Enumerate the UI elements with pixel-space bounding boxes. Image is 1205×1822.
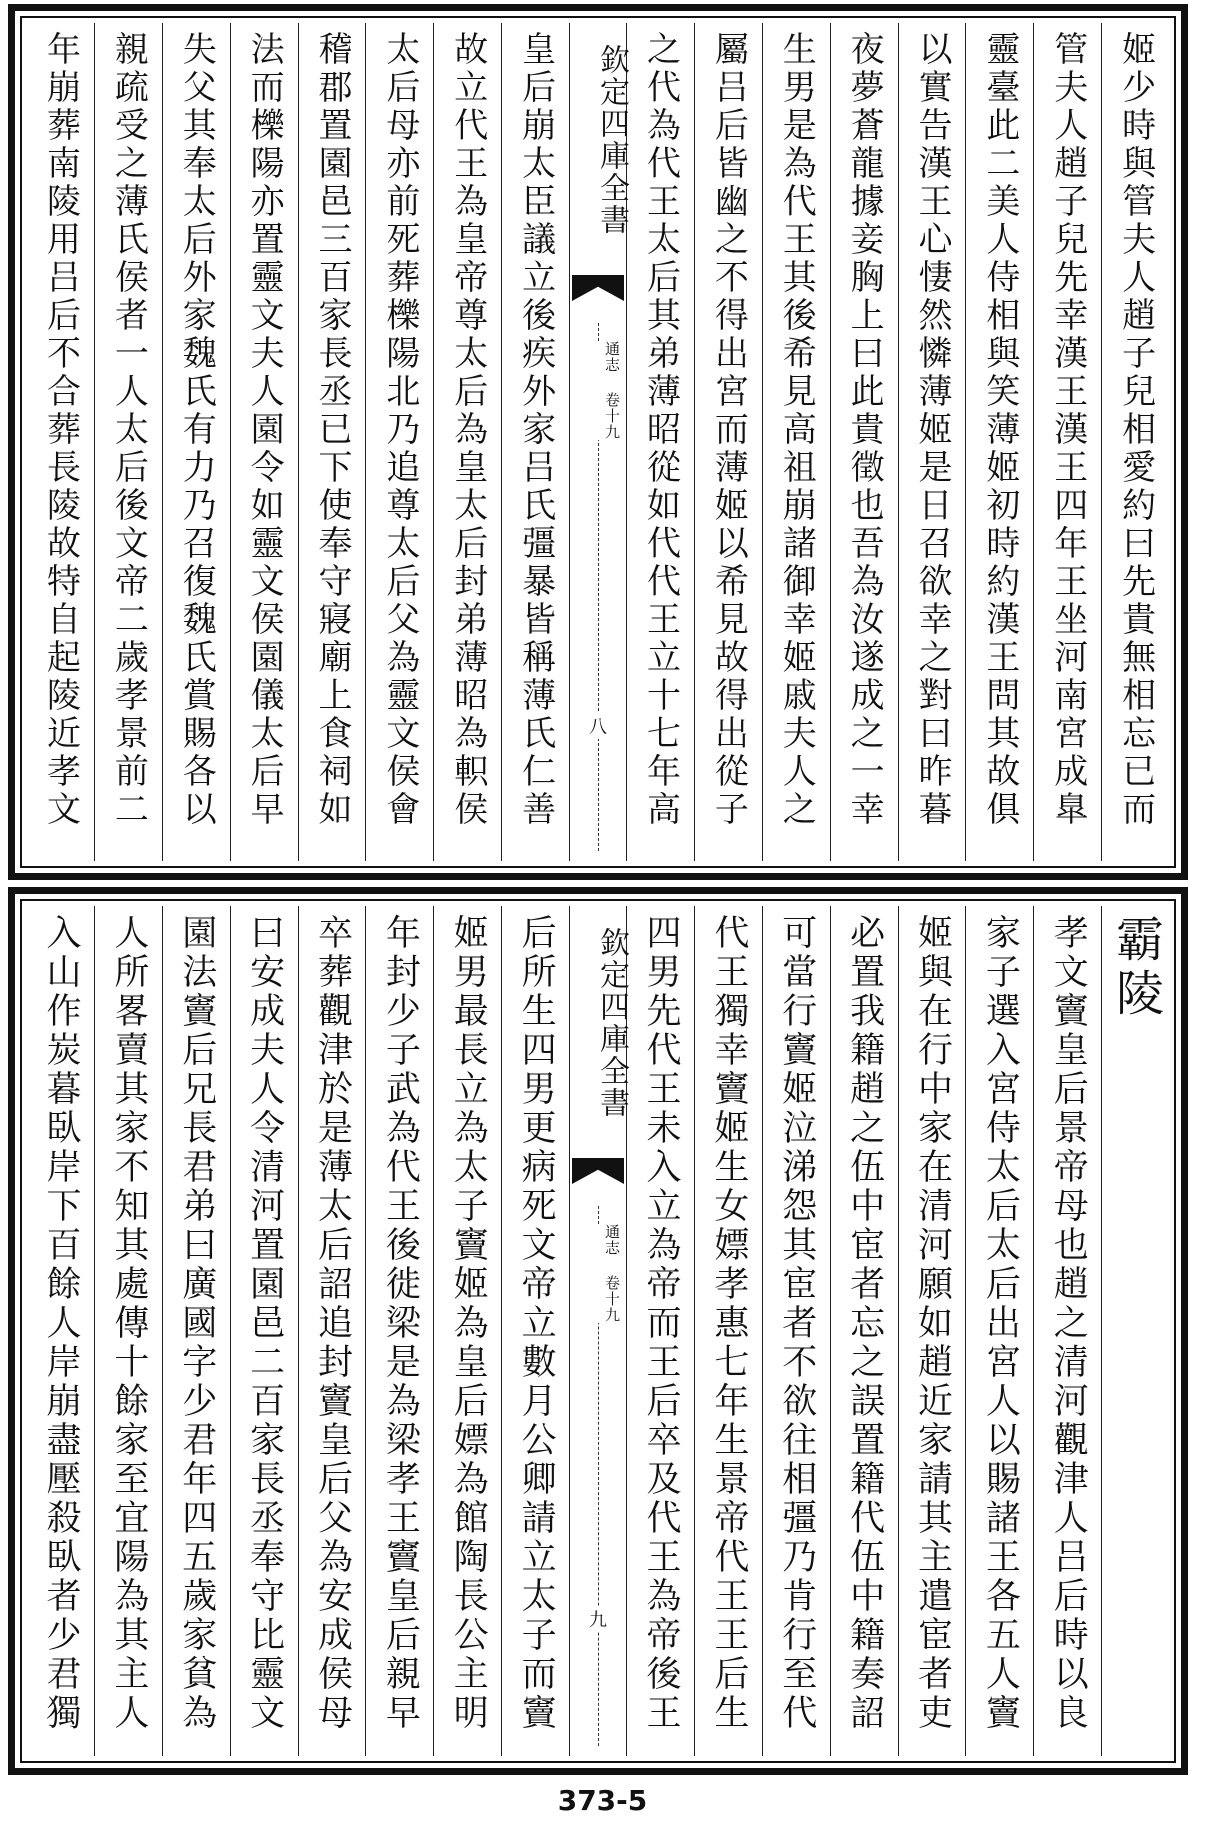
page-number: 九 [570,1606,626,1632]
text-column [626,906,694,1756]
text-column [694,23,762,861]
column-text: 以實告漢王心悽然憐薄姬是日召欲幸之對曰昨暮 [911,31,952,829]
text-column [965,23,1033,861]
text-column [830,23,898,861]
column-text: 家子選入宮侍太后太后出宮人以賜諸王各五人竇 [980,914,1021,1733]
text-column [298,906,366,1756]
column-text: 生男是為代王其後希見高祖崩諸御幸姬戚夫人之 [776,31,817,829]
column-text: 屬吕后皆幽之不得出宮而薄姬以希見故得出從子 [708,31,749,829]
text-column [162,23,230,861]
text-column [230,906,298,1756]
text-column [433,906,501,1756]
column-text: 年封少子武為代王後徙梁是為梁孝王竇皇后親早 [380,914,421,1733]
text-column [694,906,762,1756]
center-gutter [569,23,629,861]
column-text: 年崩葬南陵用吕后不合葬長陵故特自起陵近孝文 [40,31,81,829]
column-text: 法而櫟陽亦置靈文夫人園令如靈文侯園儀太后早 [244,31,285,829]
volume-label: 通志 卷十九 [576,1224,620,1323]
column-text: 入山作炭暮臥岸下百餘人岸崩盡壓殺臥者少君獨 [40,914,81,1733]
column-text: 霸陵 [1107,914,1164,1022]
column-text: 代王獨幸竇姬生女嫖孝惠七年生景帝代王王后生 [708,914,749,1733]
text-column [230,23,298,861]
text-column [365,906,433,1756]
column-text: 卒葬觀津於是薄太后詔追封竇皇后父為安成侯母 [312,914,353,1733]
top-text-area [27,23,1169,861]
column-text: 失父其奉太后外家魏氏有力乃召復魏氏賞賜各以 [176,31,217,829]
text-column [762,23,830,861]
column-text: 曰安成夫人令清河置園邑二百家長丞奉守比靈文 [244,914,285,1733]
column-text: 園法竇后兄長君弟曰廣國字少君年四五歲家貧為 [176,914,217,1733]
column-text: 后所生四男更病死文帝立數月公卿請立太子而竇 [516,914,557,1733]
column-text: 稽郡置園邑三百家長丞已下使奉守寢廟上食祠如 [311,31,352,829]
text-column [94,23,162,861]
text-column [27,23,94,861]
text-column [1033,906,1101,1756]
page-number: 八 [570,713,626,739]
book-title: 欽定四庫全書 [594,927,629,1119]
column-text: 四男先代王未入立為帝而王后卒及代王為帝後王 [640,914,681,1733]
column-text: 可當行竇姬泣涕怨其宦者不欲往相彊乃肯行至代 [776,914,817,1733]
text-column [762,906,830,1756]
column-text: 姬少時與管夫人趙子兒相愛約曰先貴無相忘已而 [1115,31,1156,829]
column-text: 必置我籍趙之伍中宦者忘之誤置籍代伍中籍奏詔 [844,914,885,1733]
column-text: 親疏受之薄氏侯者一人太后後文帝二歲孝景前二 [108,31,149,829]
column-text: 靈臺此二美人侍相與笑薄姬初時約漢王問其故俱 [979,31,1020,829]
column-text: 之代為代王太后其弟薄昭從如代代王立十七年高 [640,31,681,829]
center-gutter [569,906,629,1756]
text-column [1101,23,1169,861]
column-text: 孝文竇皇后景帝母也趙之清河觀津人吕后時以良 [1048,914,1089,1733]
text-column [626,23,694,861]
text-column [433,23,501,861]
bottom-page-panel [8,887,1188,1775]
column-text: 太后母亦前死葬櫟陽北乃追尊太后父為靈文侯會 [379,31,420,829]
column-text: 故立代王為皇帝尊太后為皇太后封弟薄昭為軹侯 [447,31,488,829]
column-text: 人所畧賣其家不知其處傳十餘家至宜陽為其主人 [108,914,149,1733]
page-footer-number: 373-5 [557,1784,648,1817]
book-title: 欽定四庫全書 [594,44,629,236]
column-text: 管夫人趙子兒先幸漢王漢王四年王坐河南宮成臯 [1047,31,1088,829]
text-column [501,23,569,861]
text-column [365,23,433,861]
column-text: 姬男最長立為太子竇姬為皇后嫖為館陶長公主明 [448,914,489,1733]
text-column [1101,906,1169,1756]
text-column [162,906,230,1756]
bottom-text-area [27,906,1169,1756]
text-column [94,906,162,1756]
text-column [830,906,898,1756]
column-text: 皇后崩太臣議立後疾外家吕氏彊暴皆稱薄氏仁善 [515,31,556,829]
text-column [898,23,966,861]
top-page-panel [8,4,1188,880]
volume-label: 通志 卷十九 [576,341,620,440]
text-column [298,23,366,861]
column-text: 姬與在行中家在清河願如趙近家請其主遣宦者吏 [912,914,953,1733]
fish-tail-mark [572,275,624,301]
text-column [501,906,569,1756]
text-column [27,906,94,1756]
text-column [965,906,1033,1756]
column-text: 夜夢蒼龍據妾胸上曰此貴徵也吾為汝遂成之一幸 [844,31,885,829]
text-column [1033,23,1101,861]
fish-tail-mark [572,1158,624,1184]
text-column [898,906,966,1756]
